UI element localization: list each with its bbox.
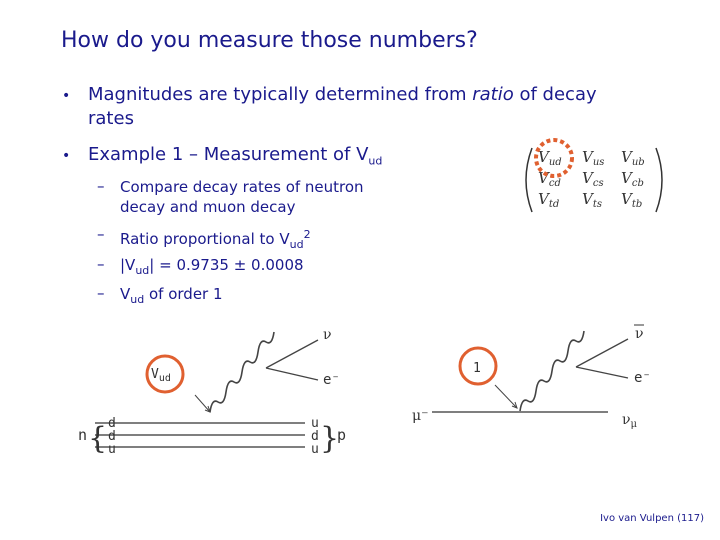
dash: – [97,225,105,243]
w-boson-line [520,331,584,411]
electron-line [266,368,318,380]
dash: – [97,255,105,273]
neutrino-line [266,340,318,368]
matrix-entry: $V_{ud}$ [538,148,562,168]
subbullet-text: | = 0.9735 ± 0.0008 [149,256,304,274]
subscript: ud [368,154,383,168]
quark-label: u [311,442,319,457]
quark-label: d [108,416,116,431]
subscript: ud [289,238,304,251]
vertex-pointer [195,395,210,412]
quark-label: u [311,416,319,431]
bullet-dot: • [62,88,71,104]
bullet-dot: • [62,148,71,164]
proton-label: p [337,426,347,444]
matrix-right-paren [656,148,662,212]
bullet-emphasis: ratio [472,84,514,105]
muon-neutrino-label: $\nu_\mu$ [622,412,638,430]
subbullet-text: |V [120,256,136,274]
antineutrino-label: ν [635,326,644,342]
bullet-text: of decay [513,84,597,105]
subbullet-text: decay and muon decay [120,198,296,216]
quark-label: d [311,429,319,444]
bullet-text: Magnitudes are typically determined from [88,84,473,105]
neutron-decay-diagram [78,327,346,457]
matrix-left-paren [526,148,532,212]
vud-coupling-label: $V_{ud}$ [151,367,171,384]
muon-label: μ⁻ [412,408,429,424]
subbullet-text: V [120,285,131,303]
vertex-pointer [495,385,517,408]
bullet-text: rates [88,108,134,129]
quark-label: u [108,442,116,457]
coupling-label: 1 [473,361,481,376]
matrix-entry: $V_{cd}$ [538,169,561,189]
w-boson-line [210,332,274,412]
matrix-entry: $V_{ts}$ [582,190,602,210]
superscript: 2 [303,228,311,241]
subbullet-text: of order 1 [144,285,223,303]
bullet-text: Example 1 – Measurement of V [88,144,369,165]
electron-label: e⁻ [634,370,651,386]
matrix-entry: $V_{cs}$ [582,169,604,189]
matrix-entry: $V_{tb}$ [621,190,643,210]
left-brace: { [88,421,108,456]
quark-label: d [108,429,116,444]
dash: – [97,284,105,302]
matrix-entry: $V_{cb}$ [621,169,644,189]
page-title: How do you measure those numbers? [61,28,478,53]
subbullet-text: Ratio proportional to V [120,230,290,248]
footer-credit: Ivo van Vulpen (117) [600,513,704,524]
antineutrino-line [576,339,628,367]
subbullet-text: Compare decay rates of neutron [120,178,364,196]
electron-label: e⁻ [323,372,340,388]
electron-line [576,367,628,378]
dash: – [97,177,105,195]
neutrino-label: ν [323,327,332,343]
ckm-matrix [526,148,662,212]
muon-decay-diagram [412,325,651,430]
matrix-entry: $V_{us}$ [582,148,605,168]
matrix-entry: $V_{ub}$ [621,148,645,168]
neutron-label: n [78,426,88,444]
subscript: ud [135,264,150,277]
right-brace: } [320,421,340,456]
subscript: ud [130,293,145,306]
matrix-entry: $V_{td}$ [538,190,560,210]
